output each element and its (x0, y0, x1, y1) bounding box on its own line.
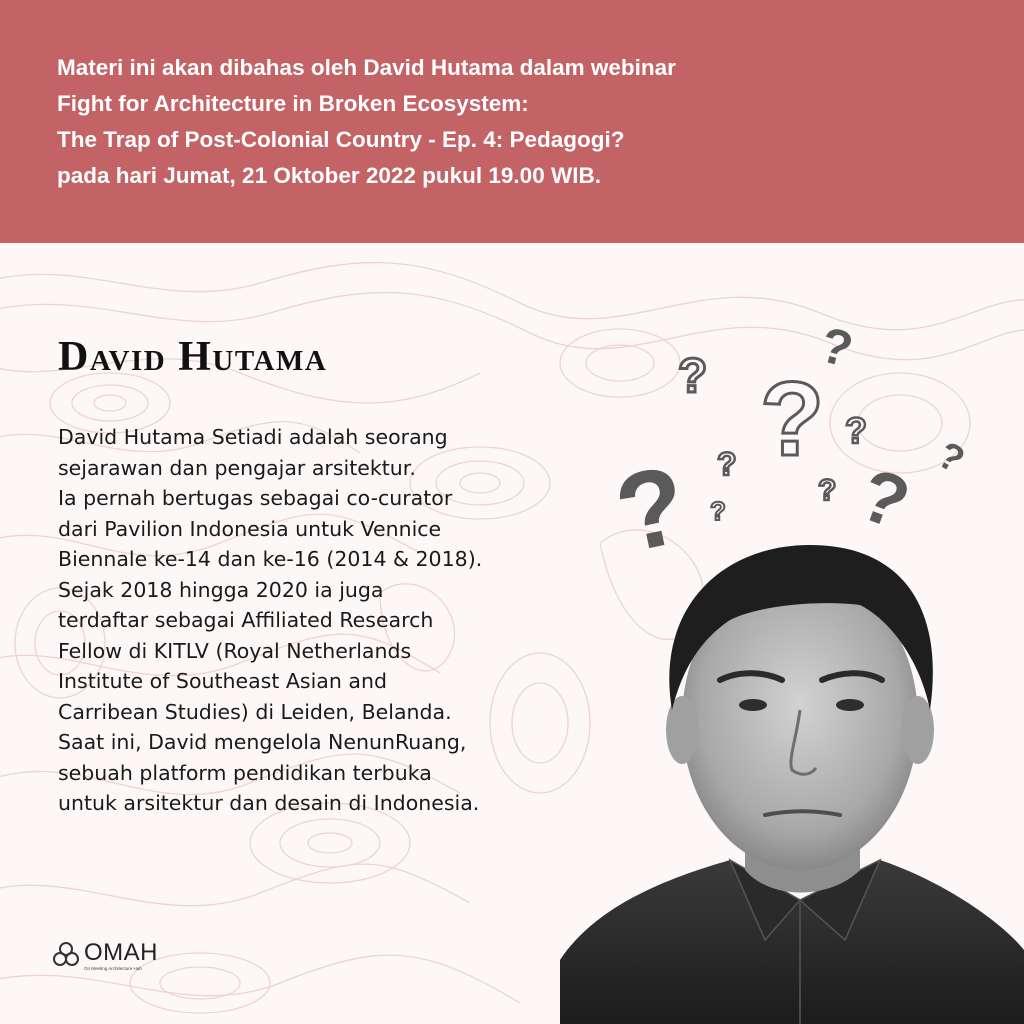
bio-line: untuk arsitektur dan desain di Indonesia. (58, 791, 480, 815)
svg-text:?: ? (605, 442, 697, 577)
svg-text:?: ? (710, 496, 726, 526)
announcement-line: The Trap of Post-Colonial Country - Ep. 4: Pedagogi? (57, 127, 625, 152)
bio-line: Ia pernah bertugas sebagai co-curator (58, 486, 453, 510)
bio-line: terdaftar sebagai Affiliated Research (58, 608, 434, 632)
bio-line: Biennale ke-14 dan ke-16 (2014 & 2018). (58, 547, 483, 571)
svg-text:?: ? (845, 410, 867, 451)
bio-line: Sejak 2018 hingga 2020 ia juga (58, 577, 384, 602)
bio-line: Institute of Southeast Asian and (58, 669, 387, 693)
question-mark-icon (606, 316, 972, 576)
svg-text:?: ? (760, 361, 825, 478)
webinar-announcement (57, 50, 676, 194)
logo-tagline: On Meeting Architecture Hub (84, 966, 142, 971)
svg-text:?: ? (717, 446, 737, 482)
svg-text:?: ? (849, 451, 921, 546)
announcement-line: Materi ini akan dibahas oleh David Hutama dalam webinar (57, 55, 676, 80)
logo-name: OMAH (84, 939, 158, 966)
svg-text:?: ? (930, 434, 972, 483)
svg-text:?: ? (814, 316, 859, 379)
bio-line: sebuah platform pendidikan terbuka (58, 760, 432, 785)
bio-line: Carribean Studies) di Leiden, Belanda. (58, 699, 452, 724)
announcement-line: pada hari Jumat, 21 Oktober 2022 pukul 19.00 WIB. (57, 163, 601, 188)
bio-line: David Hutama Setiadi adalah seorang (58, 425, 448, 449)
announcement-line: Fight for Architecture in Broken Ecosystem: (57, 91, 529, 116)
svg-text:?: ? (678, 350, 708, 403)
speaker-name: David Hutama (58, 334, 328, 380)
bio-line: sejarawan dan pengajar arsitektur. (58, 455, 416, 480)
speaker-portrait (560, 300, 1024, 1024)
bio-line: Saat ini, David mengelola NenunRuang, (58, 730, 467, 754)
bio-line: dari Pavilion Indonesia untuk Vennice (58, 516, 442, 541)
svg-text:?: ? (818, 474, 837, 507)
speaker-bio (58, 422, 482, 819)
bio-line: Fellow di KITLV (Royal Netherlands (58, 638, 412, 663)
